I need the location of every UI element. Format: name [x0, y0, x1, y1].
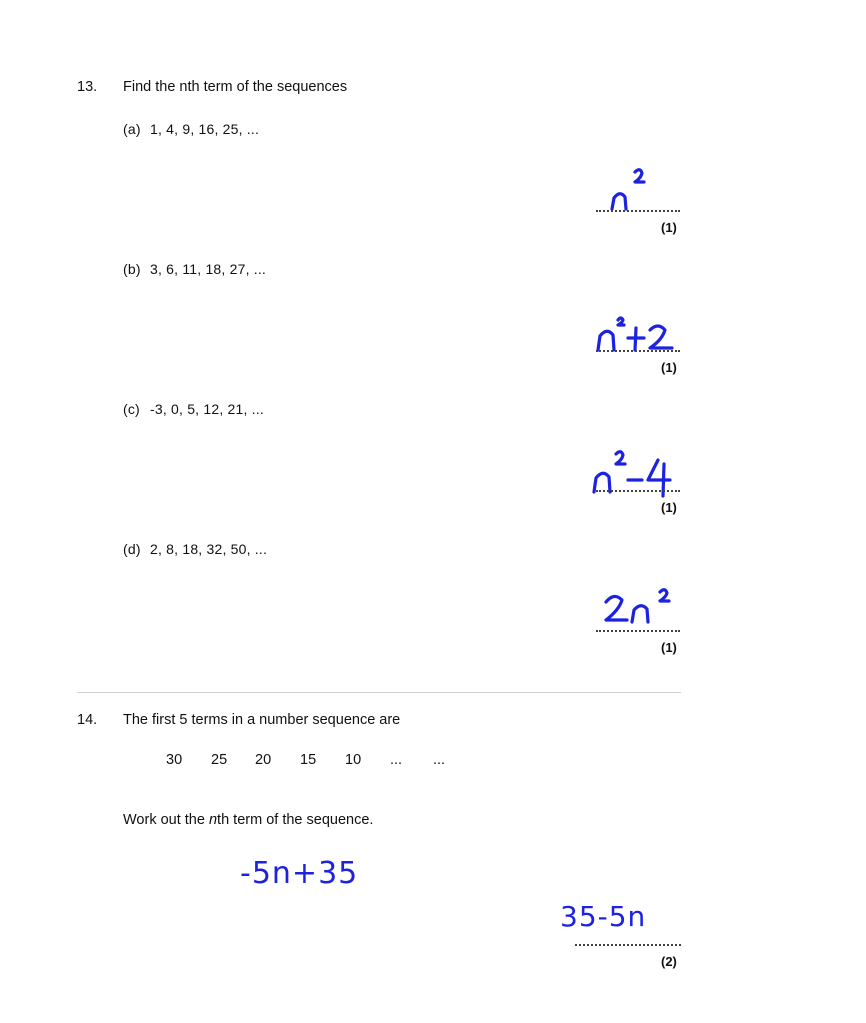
part-d-sequence: 2, 8, 18, 32, 50, ... — [150, 541, 268, 557]
term-5: 10 — [345, 752, 362, 768]
term-2: 25 — [211, 752, 228, 768]
part-a-answer-line — [596, 210, 680, 212]
part-b-marks: (1) — [661, 360, 677, 375]
part-d-handwritten-answer — [600, 584, 680, 630]
part-a-sequence: 1, 4, 9, 16, 25, ... — [150, 121, 260, 137]
term-1: 30 — [166, 752, 183, 768]
part-a-marks: (1) — [661, 220, 677, 235]
part-d-marks: (1) — [661, 640, 677, 655]
part-b-answer-line — [596, 350, 680, 352]
instruction-suffix: th term of the sequence. — [217, 812, 374, 828]
term-3: 20 — [255, 752, 272, 768]
part-d-answer-line — [596, 630, 680, 632]
term-4: 15 — [300, 752, 317, 768]
term-ellipsis-1: ... — [390, 752, 403, 768]
handwritten-working: -5n+35 — [240, 856, 359, 891]
question-14-number: 14. — [77, 712, 98, 728]
instruction-prefix: Work out the — [123, 812, 209, 828]
part-b-handwritten-answer — [592, 308, 684, 356]
part-c-marks: (1) — [661, 500, 677, 515]
instruction-italic-n: n — [208, 812, 218, 828]
part-c-label: (c) — [123, 401, 140, 417]
question-14-prompt: The first 5 terms in a number sequence are — [123, 712, 401, 728]
question-divider — [77, 692, 681, 693]
part-c-answer-line — [596, 490, 680, 492]
part-d-label: (d) — [123, 541, 141, 557]
question-14-instruction — [123, 812, 373, 828]
term-ellipsis-2: ... — [433, 752, 446, 768]
part-b-sequence: 3, 6, 11, 18, 27, ... — [150, 261, 267, 277]
part-a-handwritten-answer — [608, 164, 668, 216]
part-a-label: (a) — [123, 121, 141, 137]
question-14-answer-line — [575, 944, 681, 946]
part-c-sequence: -3, 0, 5, 12, 21, ... — [150, 401, 264, 417]
question-14-marks: (2) — [661, 954, 677, 969]
question-14-handwritten-answer: 35-5n — [560, 900, 647, 933]
question-13-number: 13. — [77, 79, 98, 95]
question-13-prompt: Find the nth term of the sequences — [123, 79, 348, 95]
part-b-label: (b) — [123, 261, 141, 277]
